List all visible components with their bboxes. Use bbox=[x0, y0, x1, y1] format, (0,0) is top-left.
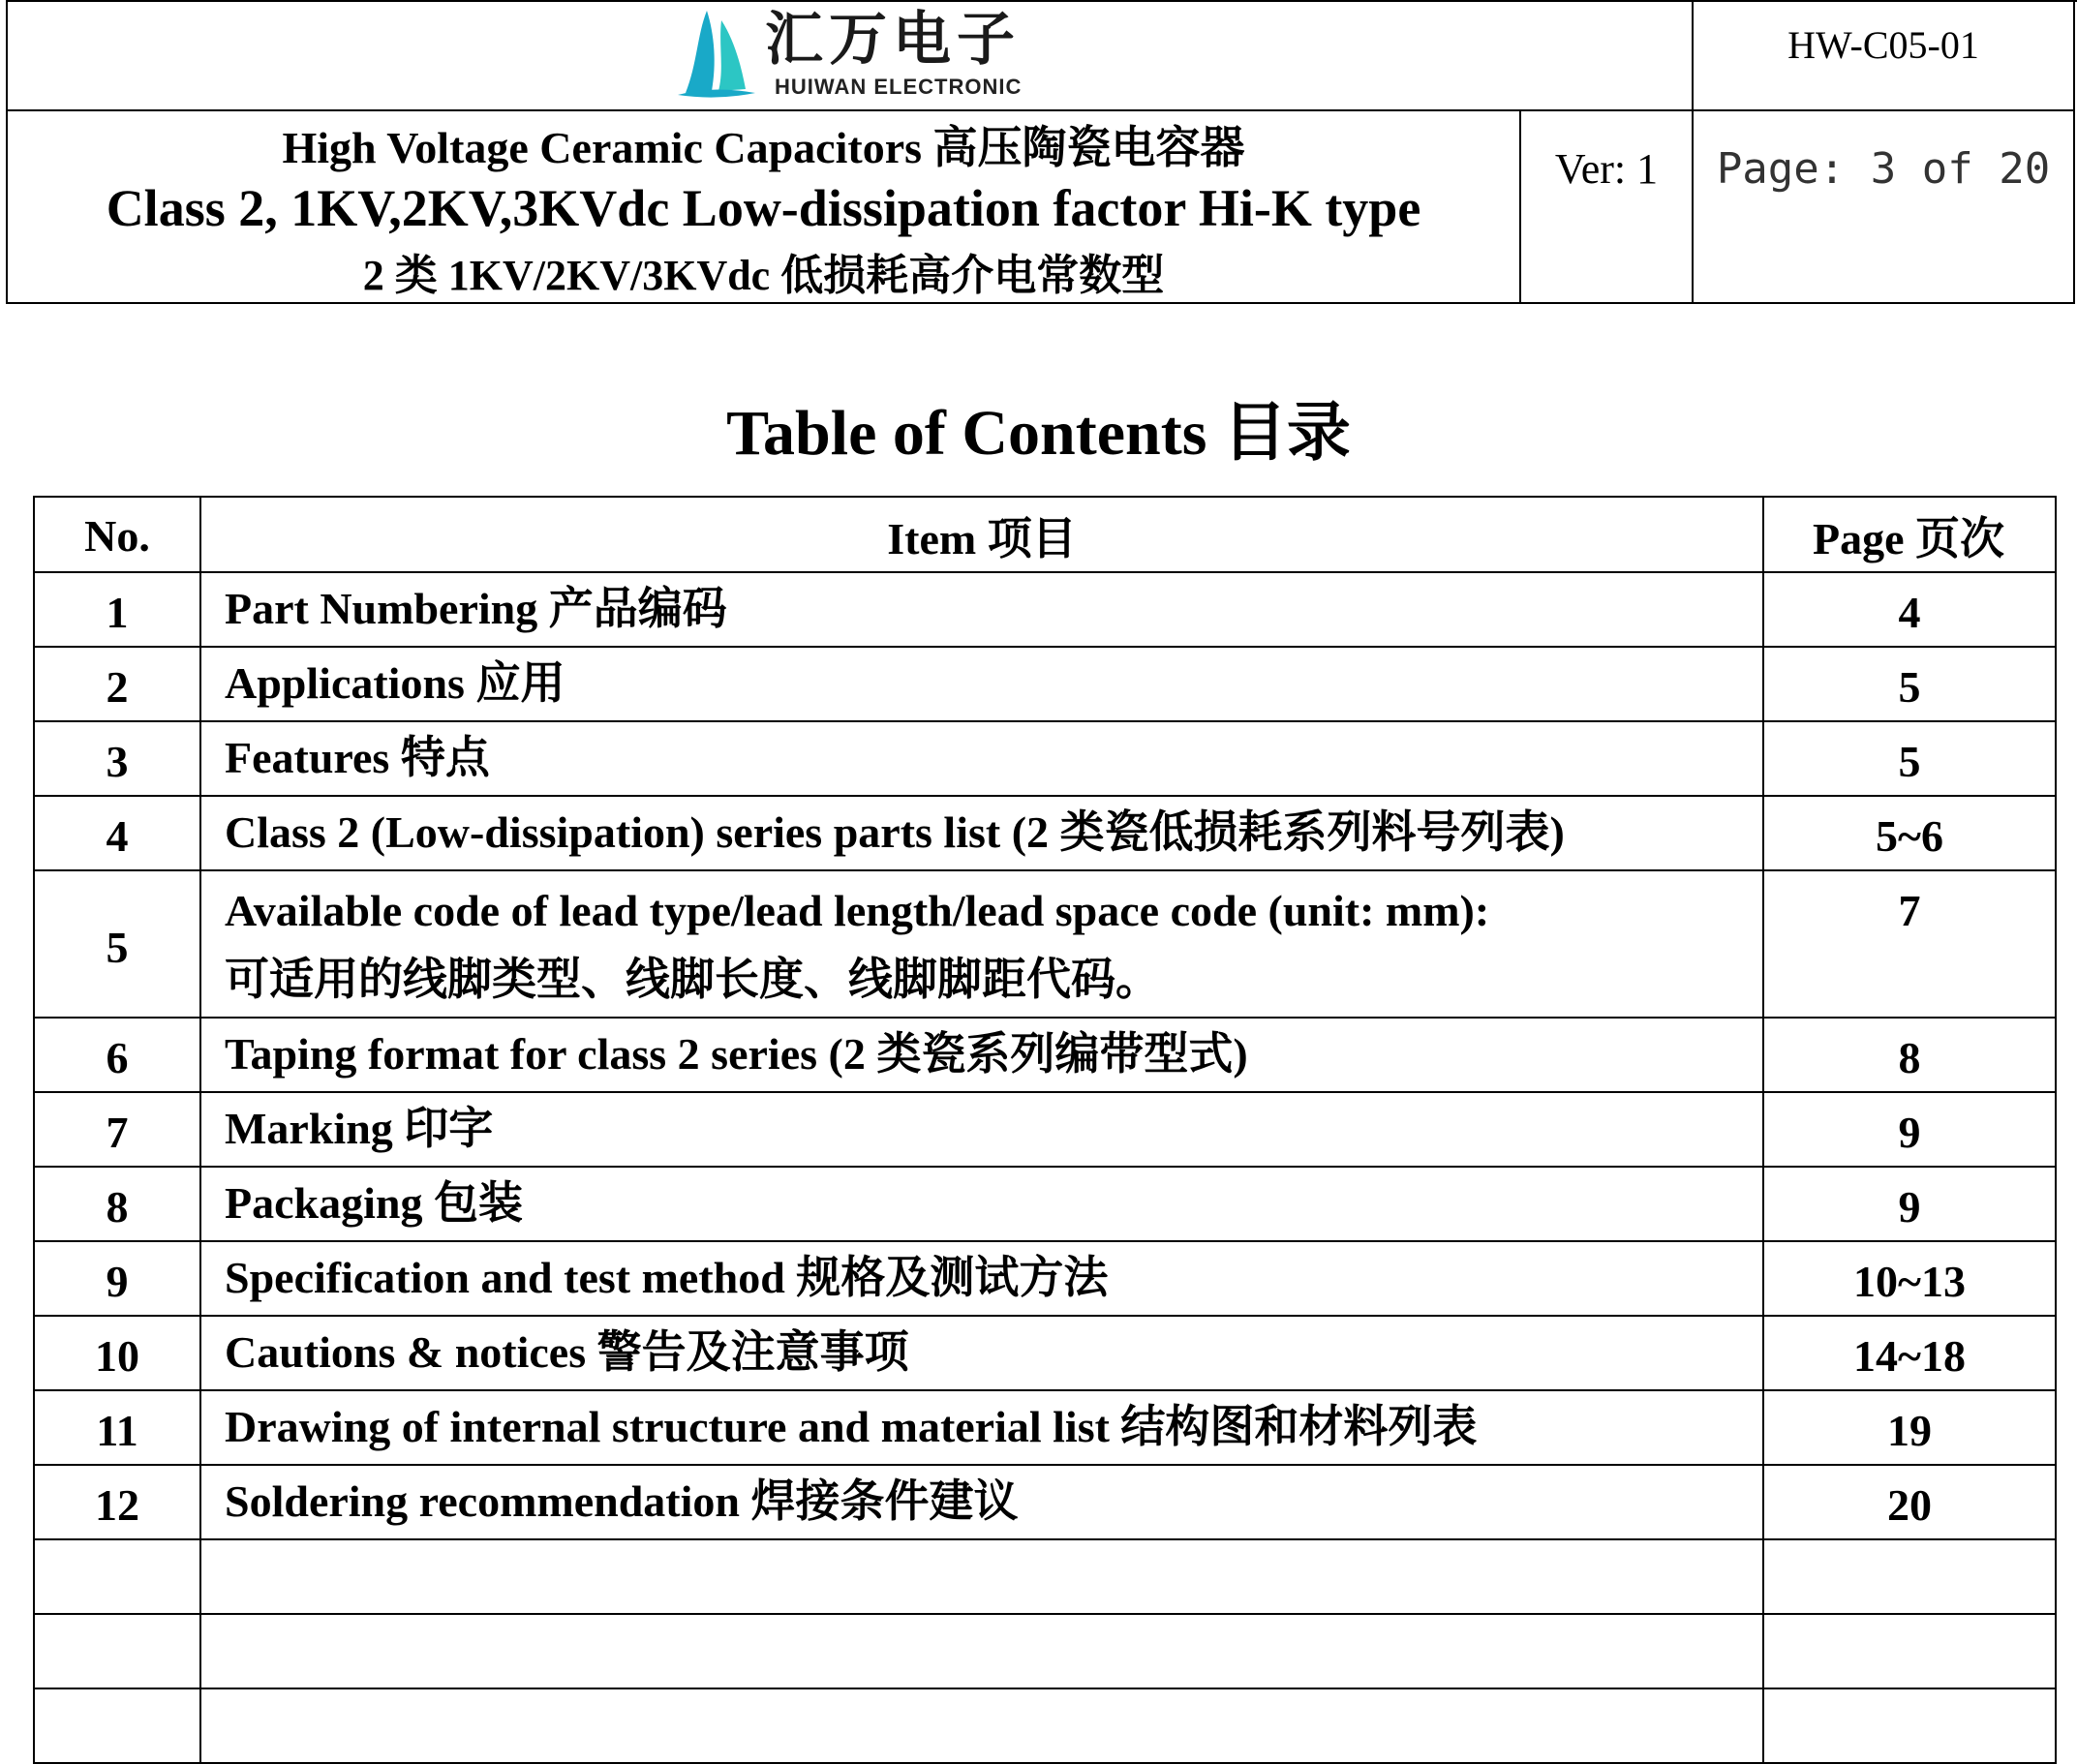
toc-row-1-item: Part Numbering 产品编码 bbox=[225, 583, 727, 633]
title-line-3: 2 类 1KV/2KV/3KVdc 低损耗高介电常数型 bbox=[362, 252, 1165, 299]
toc-row-12-page: 20 bbox=[1887, 1480, 1932, 1530]
toc-row-8-item: Packaging 包装 bbox=[225, 1177, 523, 1228]
toc-row-9-item: Specification and test method 规格及测试方法 bbox=[225, 1252, 1109, 1302]
toc-row-9-number: 9 bbox=[106, 1257, 129, 1306]
logo-english-text: HUIWAN ELECTRONIC bbox=[775, 75, 1023, 99]
table-border-top bbox=[33, 496, 2055, 498]
toc-row-11-page: 19 bbox=[1887, 1406, 1932, 1455]
column-header-no: No. bbox=[84, 510, 150, 561]
toc-row-11-item: Drawing of internal structure and material list 结构图和材料列表 bbox=[225, 1401, 1478, 1451]
document-code: HW-C05-01 bbox=[1787, 22, 1979, 67]
header-border-right bbox=[2073, 0, 2075, 304]
toc-row-4-page: 5~6 bbox=[1876, 811, 1943, 861]
page-indicator: Page: 3 of 20 bbox=[1716, 144, 2051, 194]
table-border-left bbox=[33, 496, 35, 1764]
toc-row-10-page: 14~18 bbox=[1853, 1331, 1966, 1381]
toc-row-1-number: 1 bbox=[106, 588, 129, 637]
toc-row-7-page: 9 bbox=[1898, 1108, 1921, 1157]
toc-row-10-number: 10 bbox=[95, 1331, 139, 1381]
toc-row-3-page: 5 bbox=[1898, 737, 1921, 786]
toc-row-4-number: 4 bbox=[106, 811, 129, 861]
header-divider-vertical-ver bbox=[1519, 109, 1521, 304]
toc-row-6-number: 6 bbox=[106, 1033, 129, 1082]
toc-row-2-page: 5 bbox=[1898, 662, 1921, 712]
toc-row-1-page: 4 bbox=[1898, 588, 1921, 637]
row-divider bbox=[33, 1538, 2055, 1540]
toc-row-6-item: Taping format for class 2 series (2 类瓷系列编带型式) bbox=[225, 1028, 1248, 1079]
logo-chinese-text: 汇万电子 bbox=[765, 6, 1021, 74]
column-header-page: Page 页次 bbox=[1812, 514, 2004, 563]
column-divider-no bbox=[199, 496, 201, 1764]
toc-row-8-number: 8 bbox=[106, 1182, 129, 1232]
empty-row-divider bbox=[33, 1688, 2055, 1689]
toc-row-5-number: 5 bbox=[106, 922, 129, 972]
toc-row-3-number: 3 bbox=[106, 737, 129, 786]
toc-row-5-item: Available code of lead type/lead length/lead space code (unit: mm): bbox=[225, 885, 1490, 935]
toc-heading: Table of Contents 目录 bbox=[726, 397, 1351, 469]
title-line-1: High Voltage Ceramic Capacitors 高压陶瓷电容器 bbox=[282, 123, 1245, 172]
title-line-2: Class 2, 1KV,2KV,3KVdc Low-dissipation factor Hi-K type bbox=[106, 179, 1421, 237]
company-logo bbox=[668, 6, 1075, 105]
table-border-right bbox=[2055, 496, 2057, 1764]
row-divider bbox=[33, 869, 2055, 871]
toc-row-5-item-cn: 可适用的线脚类型、线脚长度、线脚脚距代码。 bbox=[225, 955, 1160, 1004]
toc-row-9-page: 10~13 bbox=[1853, 1257, 1966, 1306]
toc-row-2-item: Applications 应用 bbox=[225, 657, 565, 708]
toc-row-12-number: 12 bbox=[95, 1480, 139, 1530]
toc-row-12-item: Soldering recommendation 焊接条件建议 bbox=[225, 1475, 1019, 1526]
toc-row-6-page: 8 bbox=[1898, 1033, 1921, 1082]
sail-logo-icon bbox=[668, 6, 765, 103]
column-header-item: Item 项目 bbox=[887, 514, 1077, 563]
toc-row-8-page: 9 bbox=[1898, 1182, 1921, 1232]
toc-row-5-page: 7 bbox=[1898, 885, 1921, 935]
toc-row-10-item: Cautions & notices 警告及注意事项 bbox=[225, 1326, 909, 1377]
header-divider-horizontal bbox=[6, 109, 2075, 111]
toc-row-4-item: Class 2 (Low-dissipation) series parts list (2 类瓷低损耗系列料号列表) bbox=[225, 806, 1565, 857]
toc-row-11-number: 11 bbox=[96, 1406, 138, 1455]
toc-row-7-item: Marking 印字 bbox=[225, 1103, 494, 1153]
toc-row-7-number: 7 bbox=[106, 1108, 129, 1157]
column-divider-page bbox=[1762, 496, 1764, 1764]
toc-row-3-item: Features 特点 bbox=[225, 732, 490, 782]
version-label: Ver: 1 bbox=[1554, 145, 1659, 193]
header-border-bottom bbox=[6, 302, 2075, 304]
toc-row-2-number: 2 bbox=[106, 662, 129, 712]
empty-row-divider bbox=[33, 1613, 2055, 1615]
